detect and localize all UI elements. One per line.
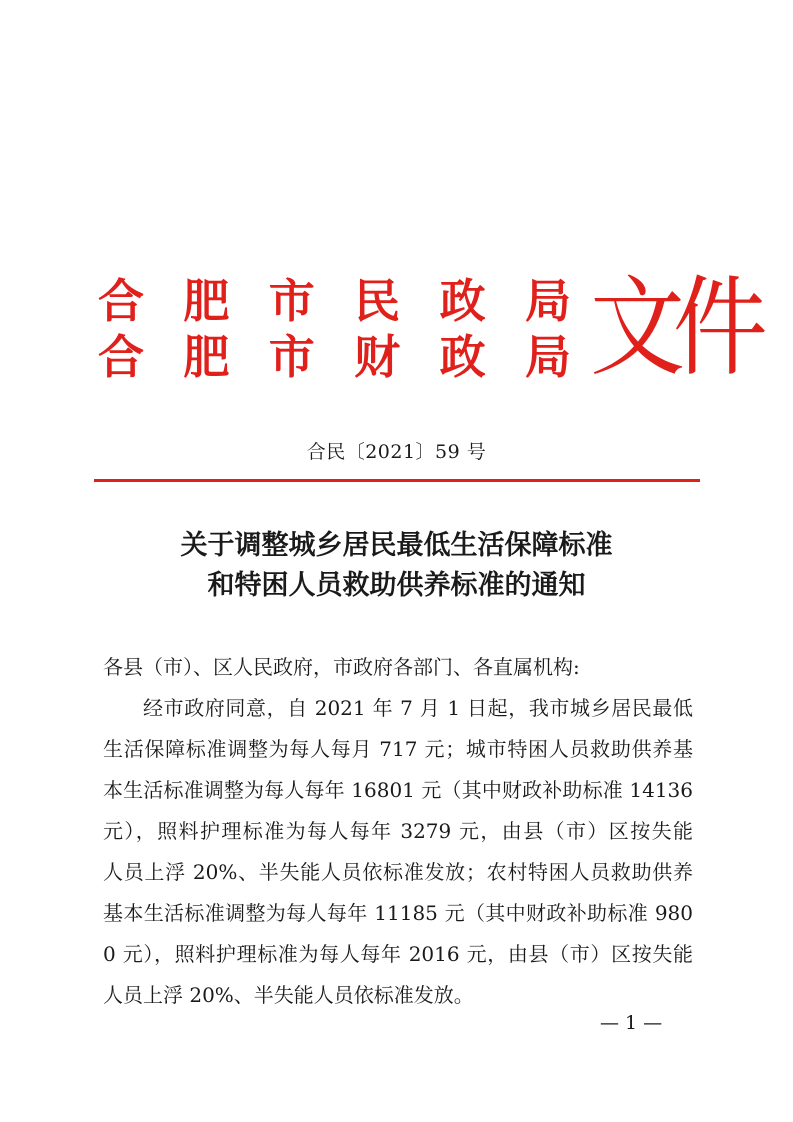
red-divider <box>94 479 700 482</box>
issuer-char: 政 <box>439 274 486 328</box>
body-paragraph <box>103 688 693 1016</box>
document-masthead <box>96 266 756 392</box>
issuer-civil-affairs-bureau <box>96 274 573 328</box>
body-line: 元），照料护理标准为每人每年 3279 元，由县（市）区按失能 <box>103 819 693 843</box>
document-title-line-1: 关于调整城乡居民最低生活保障标准 <box>180 530 613 561</box>
issuer-char: 肥 <box>183 330 230 384</box>
issuer-char: 局 <box>524 330 571 384</box>
body-line: 人员上浮 20%、半失能人员依标准发放。 <box>103 983 474 1007</box>
issuer-char: 局 <box>524 274 571 328</box>
issuer-finance-bureau <box>96 330 573 384</box>
issuer-char: 合 <box>98 330 144 384</box>
page-number: — 1 — <box>600 1012 663 1034</box>
issuer-char: 合 <box>98 274 144 328</box>
document-number: 合民〔2021〕59 号 <box>306 441 487 463</box>
salutation: 各县（市）、区人民政府，市政府各部门、各直属机构: <box>103 655 580 679</box>
issuer-char: 财 <box>354 330 401 384</box>
issuer-char: 市 <box>268 330 315 384</box>
body-line: 0 元），照料护理标准为每人每年 2016 元，由县（市）区按失能 <box>103 942 693 966</box>
body-line: 基本生活标准调整为每人每年 11185 元（其中财政补助标准 980 <box>103 901 693 925</box>
issuer-char: 肥 <box>183 274 230 328</box>
body-line: 本生活标准调整为每人每年 16801 元（其中财政补助标准 14136 <box>103 778 693 802</box>
issuer-char: 政 <box>439 330 486 384</box>
document-title-line-2: 和特困人员救助供养标准的通知 <box>207 570 586 601</box>
issuer-char: 民 <box>354 274 401 328</box>
document-word: 文件 <box>590 266 756 391</box>
body-line: 人员上浮 20%、半失能人员依标准发放；农村特困人员救助供养 <box>103 860 693 884</box>
issuer-char: 市 <box>268 274 315 328</box>
body-line: 经市政府同意，自 2021 年 7 月 1 日起，我市城乡居民最低 <box>143 696 693 720</box>
body-line: 生活保障标准调整为每人每月 717 元；城市特困人员救助供养基 <box>103 737 693 761</box>
